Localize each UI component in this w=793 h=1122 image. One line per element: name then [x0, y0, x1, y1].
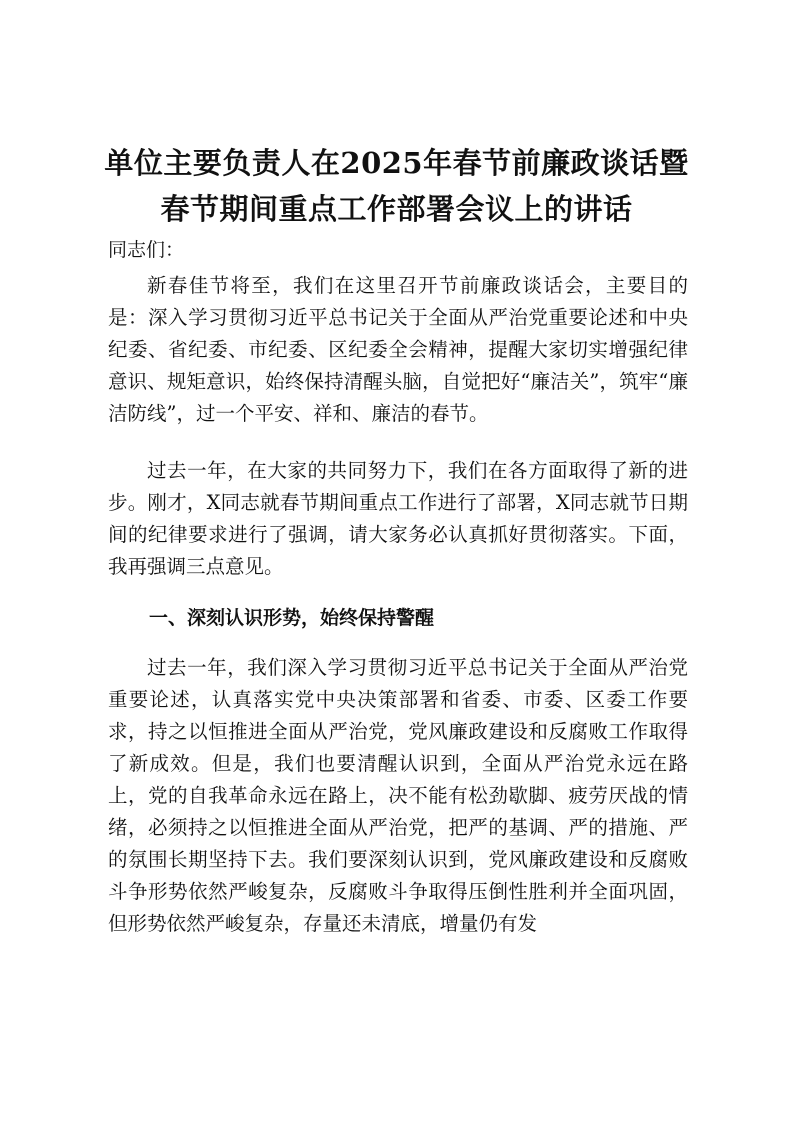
salutation: 同志们： — [108, 239, 185, 261]
document-title-line-2: 春节期间重点工作部署会议上的讲话 — [160, 192, 633, 226]
document-title-line-1: 单位主要负责人在2025年春节前廉政谈话暨 — [104, 146, 689, 180]
paragraph-progress: 过去一年，在大家的共同努力下，我们在各方面取得了新的进步。刚才，X同志就春节期间重点工作进行了部署，X同志就节日期间的纪律要求进行了强调，请大家务必认真抓好贯彻落实。下面，我再强调三点意见。 — [108, 459, 688, 578]
paragraph-situation: 过去一年，我们深入学习贯彻习近平总书记关于全面从严治党重要论述，认真落实党中央决策部署和省委、市委、区委工作要求，持之以恒推进全面从严治党，党风廉政建设和反腐败工作取得了新成效。但是，我们也要清醒认识到，全面从严治党永远在路上，党的自我革命永远在路上，决不能有松劲歇脚、疲劳厌战的情绪，必须持之以恒推进全面从严治党，把严的基调、严的措施、严的氛围长期坚持下去。我们要深刻认识到，党风廉政建设和反腐败斗争形势依然严峻复杂，反腐败斗争取得压倒性胜利并全面巩固，但形势依然严峻复杂，存量还未清底，增量仍有发 — [108, 656, 688, 935]
section-heading-1: 一、深刻认识形势，始终保持警醒 — [149, 607, 435, 629]
paragraph-opening: 新春佳节将至，我们在这里召开节前廉政谈话会，主要目的是：深入学习贯彻习近平总书记关于全面从严治党重要论述和中央纪委、省纪委、市纪委、区纪委全会精神，提醒大家切实增强纪律意识、规矩意识，始终保持清醒头脑，自觉把好“廉洁关”，筑牢“廉洁防线”，过一个平安、祥和、廉洁的春节。 — [108, 274, 688, 425]
